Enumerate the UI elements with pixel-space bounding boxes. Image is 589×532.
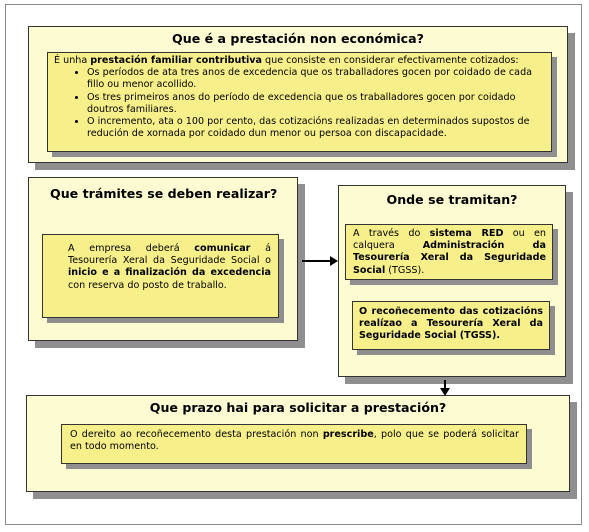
arrow-down-icon [439, 380, 451, 396]
panel-what-is [28, 26, 568, 163]
where-text-1: A través do [353, 228, 430, 239]
panel-deadline [26, 395, 570, 492]
definition-list [54, 67, 545, 140]
where-bold-2: Administración da Tesourería Xeral da Seguridade Social [353, 240, 547, 276]
definition-item: • O incremento, ata o 100 por cento, das cotizacións realizadas en determinados supostos de redución de xornada por coidado dun menor ou persoa con discapacidade. [87, 116, 545, 140]
panel-deadline-title: Que prazo hai para solicitar a prestación? [149, 400, 447, 415]
arrow-right-icon [302, 255, 338, 267]
definition-intro-rest: que consiste en considerar efectivamente cotizados: [261, 55, 519, 66]
deadline-text-2: , polo que se poderá solicitar en todo momento. [70, 429, 519, 453]
definition-item: • Os períodos de ata tres anos de excedencia que os traballadores gocen por coidado de cada fillo ou menor acollido. [87, 67, 545, 91]
definition-intro-text: É unha [54, 55, 91, 66]
panel-procedures [28, 177, 298, 341]
where-box-1 [345, 224, 553, 280]
deadline-bold-1: prescribe [322, 429, 374, 440]
where-bold-1: sistema RED [429, 228, 504, 239]
panel-where [338, 185, 566, 377]
definition-intro-bold: prestación familiar contributiva [90, 55, 262, 66]
procedures-bold-2: inicio e a finalización da excedencia [68, 267, 271, 279]
definition-box [47, 52, 552, 152]
procedures-bold-1: comunicar [194, 243, 251, 254]
procedures-text-2: á Tesourería Xeral da Seguridade Social o [68, 243, 271, 267]
definition-intro [54, 55, 545, 67]
panel-what-is-title: Que é a prestación non económica? [172, 31, 424, 46]
deadline-box [61, 424, 527, 464]
deadline-text-1: O dereito ao recoñecemento desta prestación non [70, 429, 323, 440]
procedures-box [42, 234, 279, 318]
definition-item: • Os tres primeiros anos do período de excedencia que os traballadores gocen por coidado doutros familiares. [87, 92, 545, 116]
procedures-text-3: con reserva do posto de traballo. [68, 279, 227, 291]
panel-where-title: Onde se tramitan? [386, 192, 518, 207]
procedures-text-1: A empresa deberá [68, 243, 195, 254]
where-box-2: O recoñecemento das cotizacións realízao a Tesourería Xeral da Seguridade Social (TGSS). [352, 301, 550, 350]
where-text-3: (TGSS). [385, 264, 425, 276]
panel-procedures-title: Que trámites se deben realizar? [50, 186, 278, 201]
where-text-2: ou en calquera [353, 228, 546, 252]
